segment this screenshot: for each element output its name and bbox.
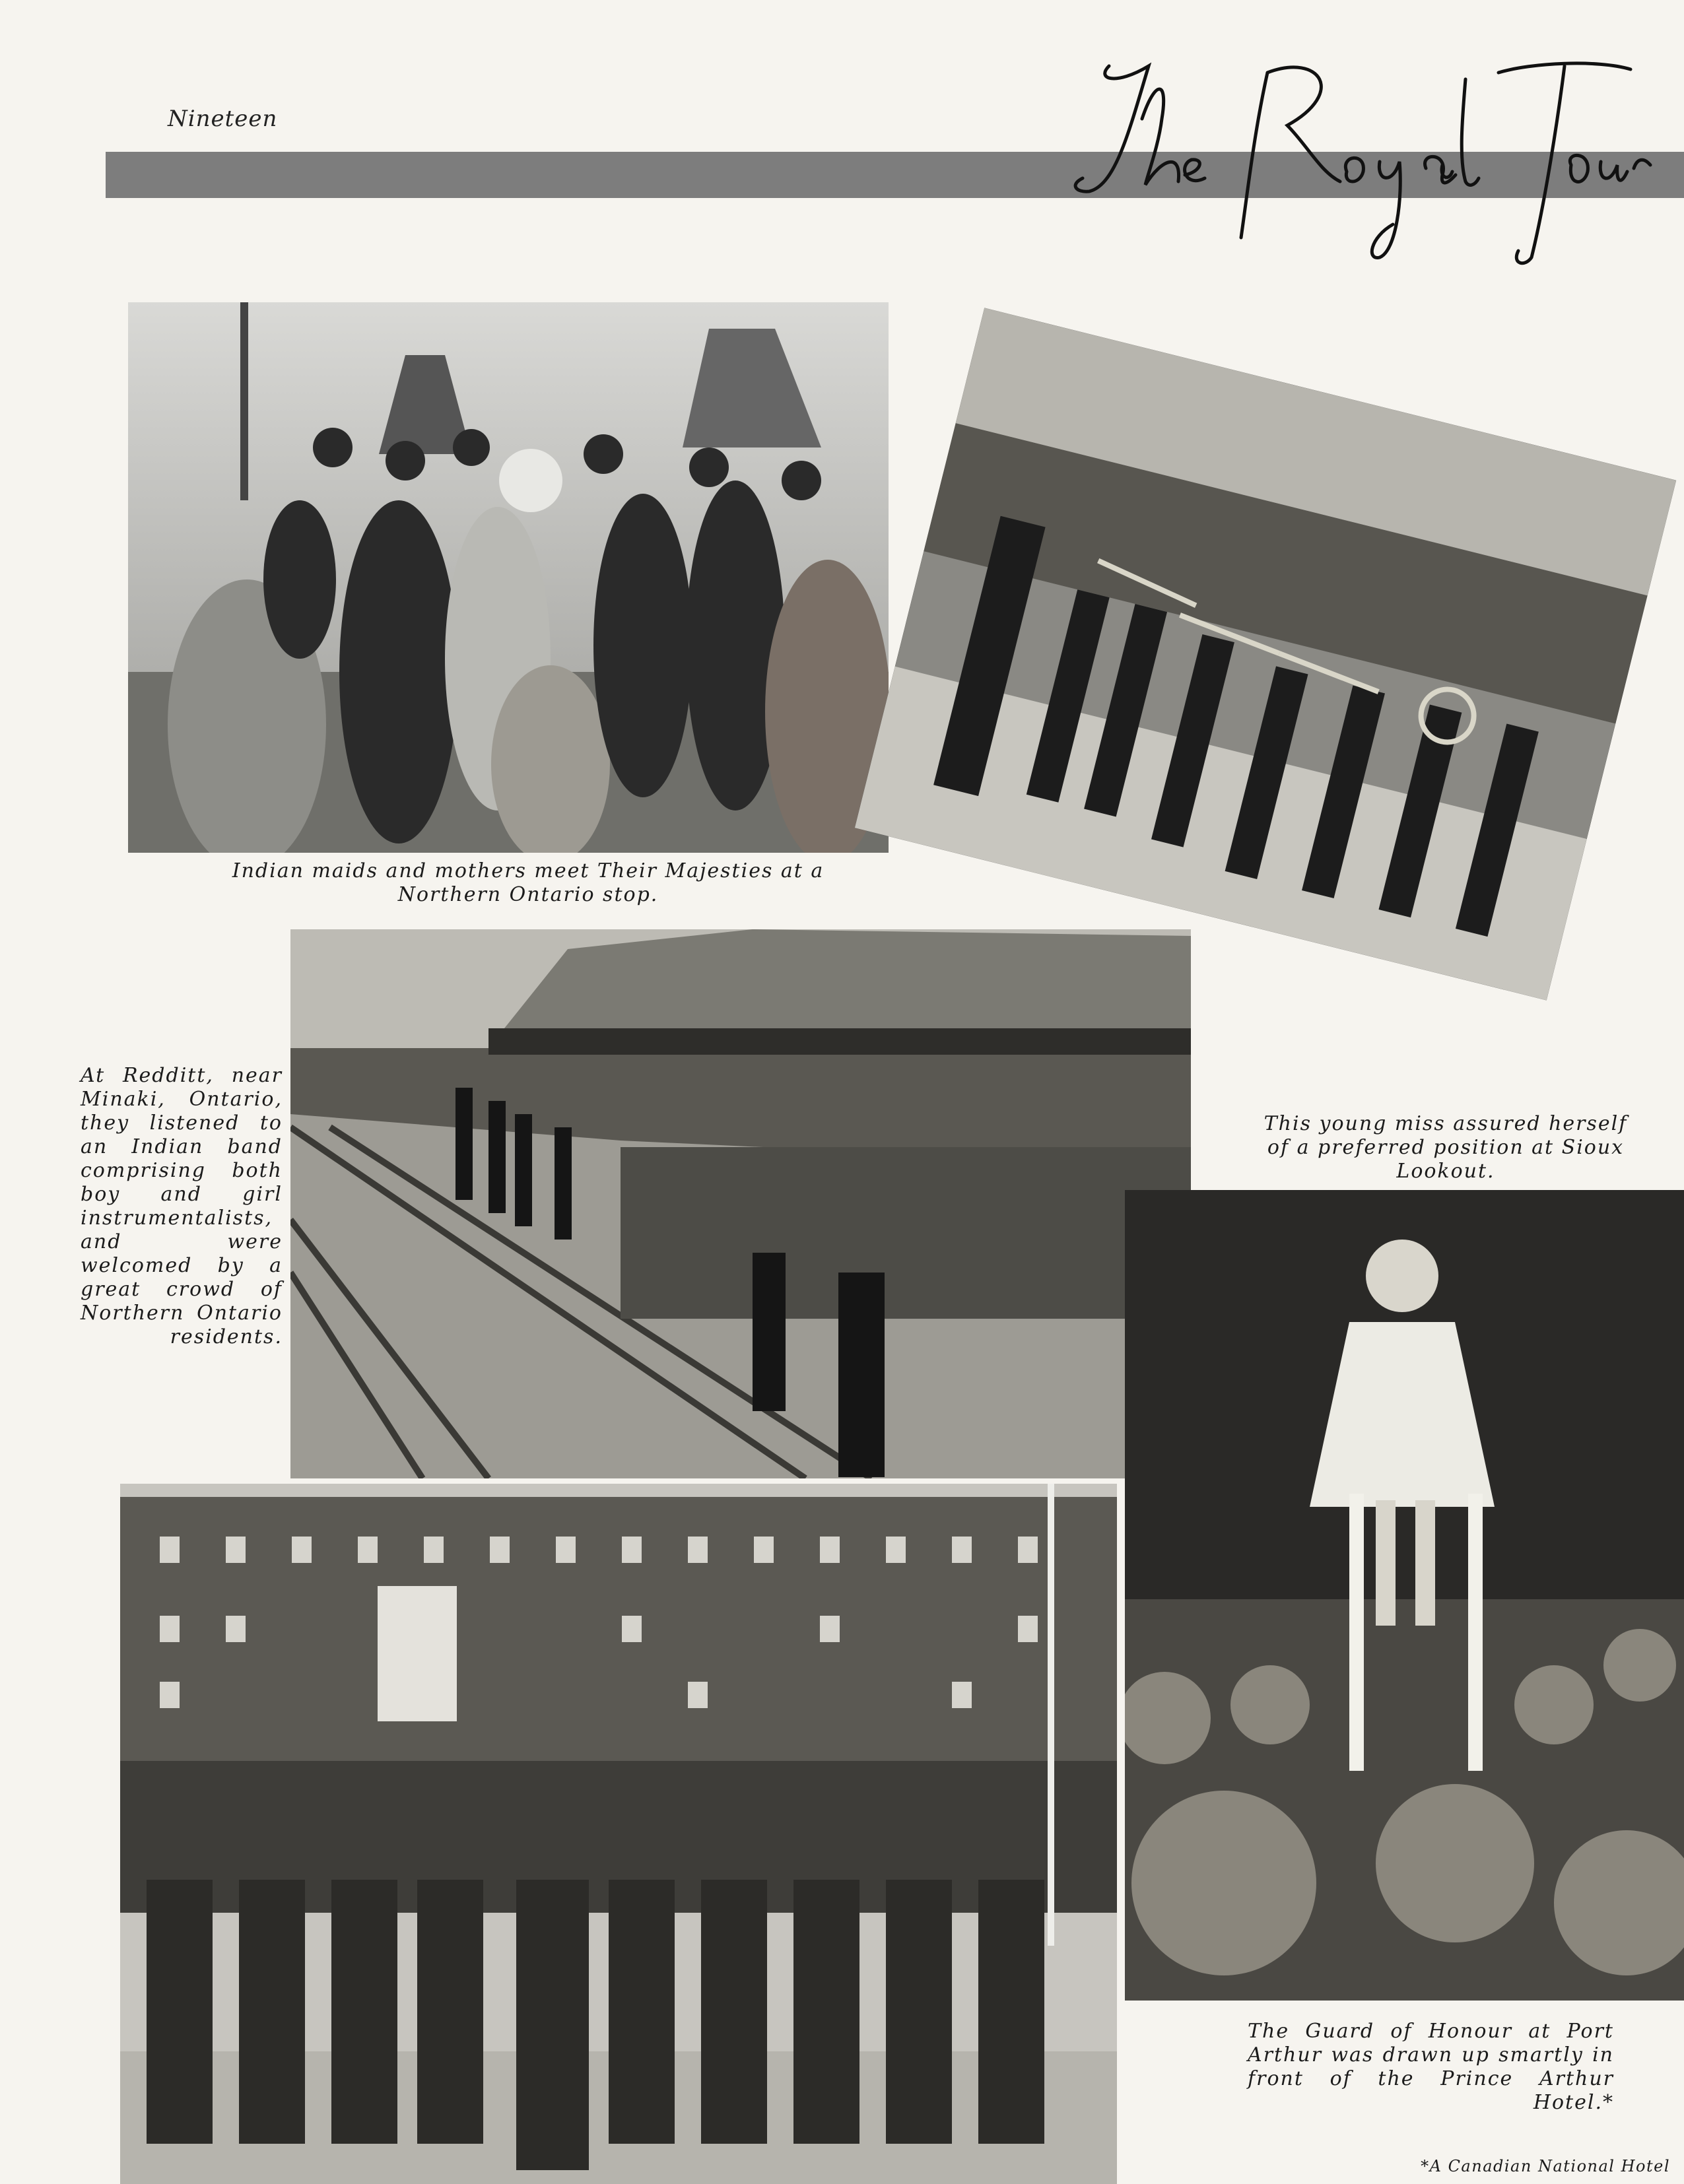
guard-caption: The Guard of Honour at Port Arthur was drawn up smartly in front of the Prince Arthur Hotel.* xyxy=(1248,2020,1614,2114)
young-miss-caption: This young miss assured herself of a preferred position at Sioux Lookout. xyxy=(1263,1112,1628,1183)
royal-meeting-caption: Indian maids and mothers meet Their Majesties at a Northern Ontario stop. xyxy=(232,859,825,906)
title-logo xyxy=(1069,40,1664,277)
royal-meeting-photo xyxy=(128,302,889,853)
page-number: Nineteen xyxy=(168,106,278,132)
hotel-guard-photo xyxy=(120,1484,1117,2184)
band-photo xyxy=(855,308,1676,1000)
redditt-train-photo xyxy=(290,929,1191,1478)
footnote: *A Canadian National Hotel xyxy=(1421,2157,1670,2175)
redditt-caption: At Redditt, near Minaki, Ontario, they listened to an Indian band comprising both boy and girl instrumentalists, and were welcomed by a great crowd of Northern Ontario residents. xyxy=(81,1064,283,1348)
young-miss-photo xyxy=(1125,1190,1684,2001)
